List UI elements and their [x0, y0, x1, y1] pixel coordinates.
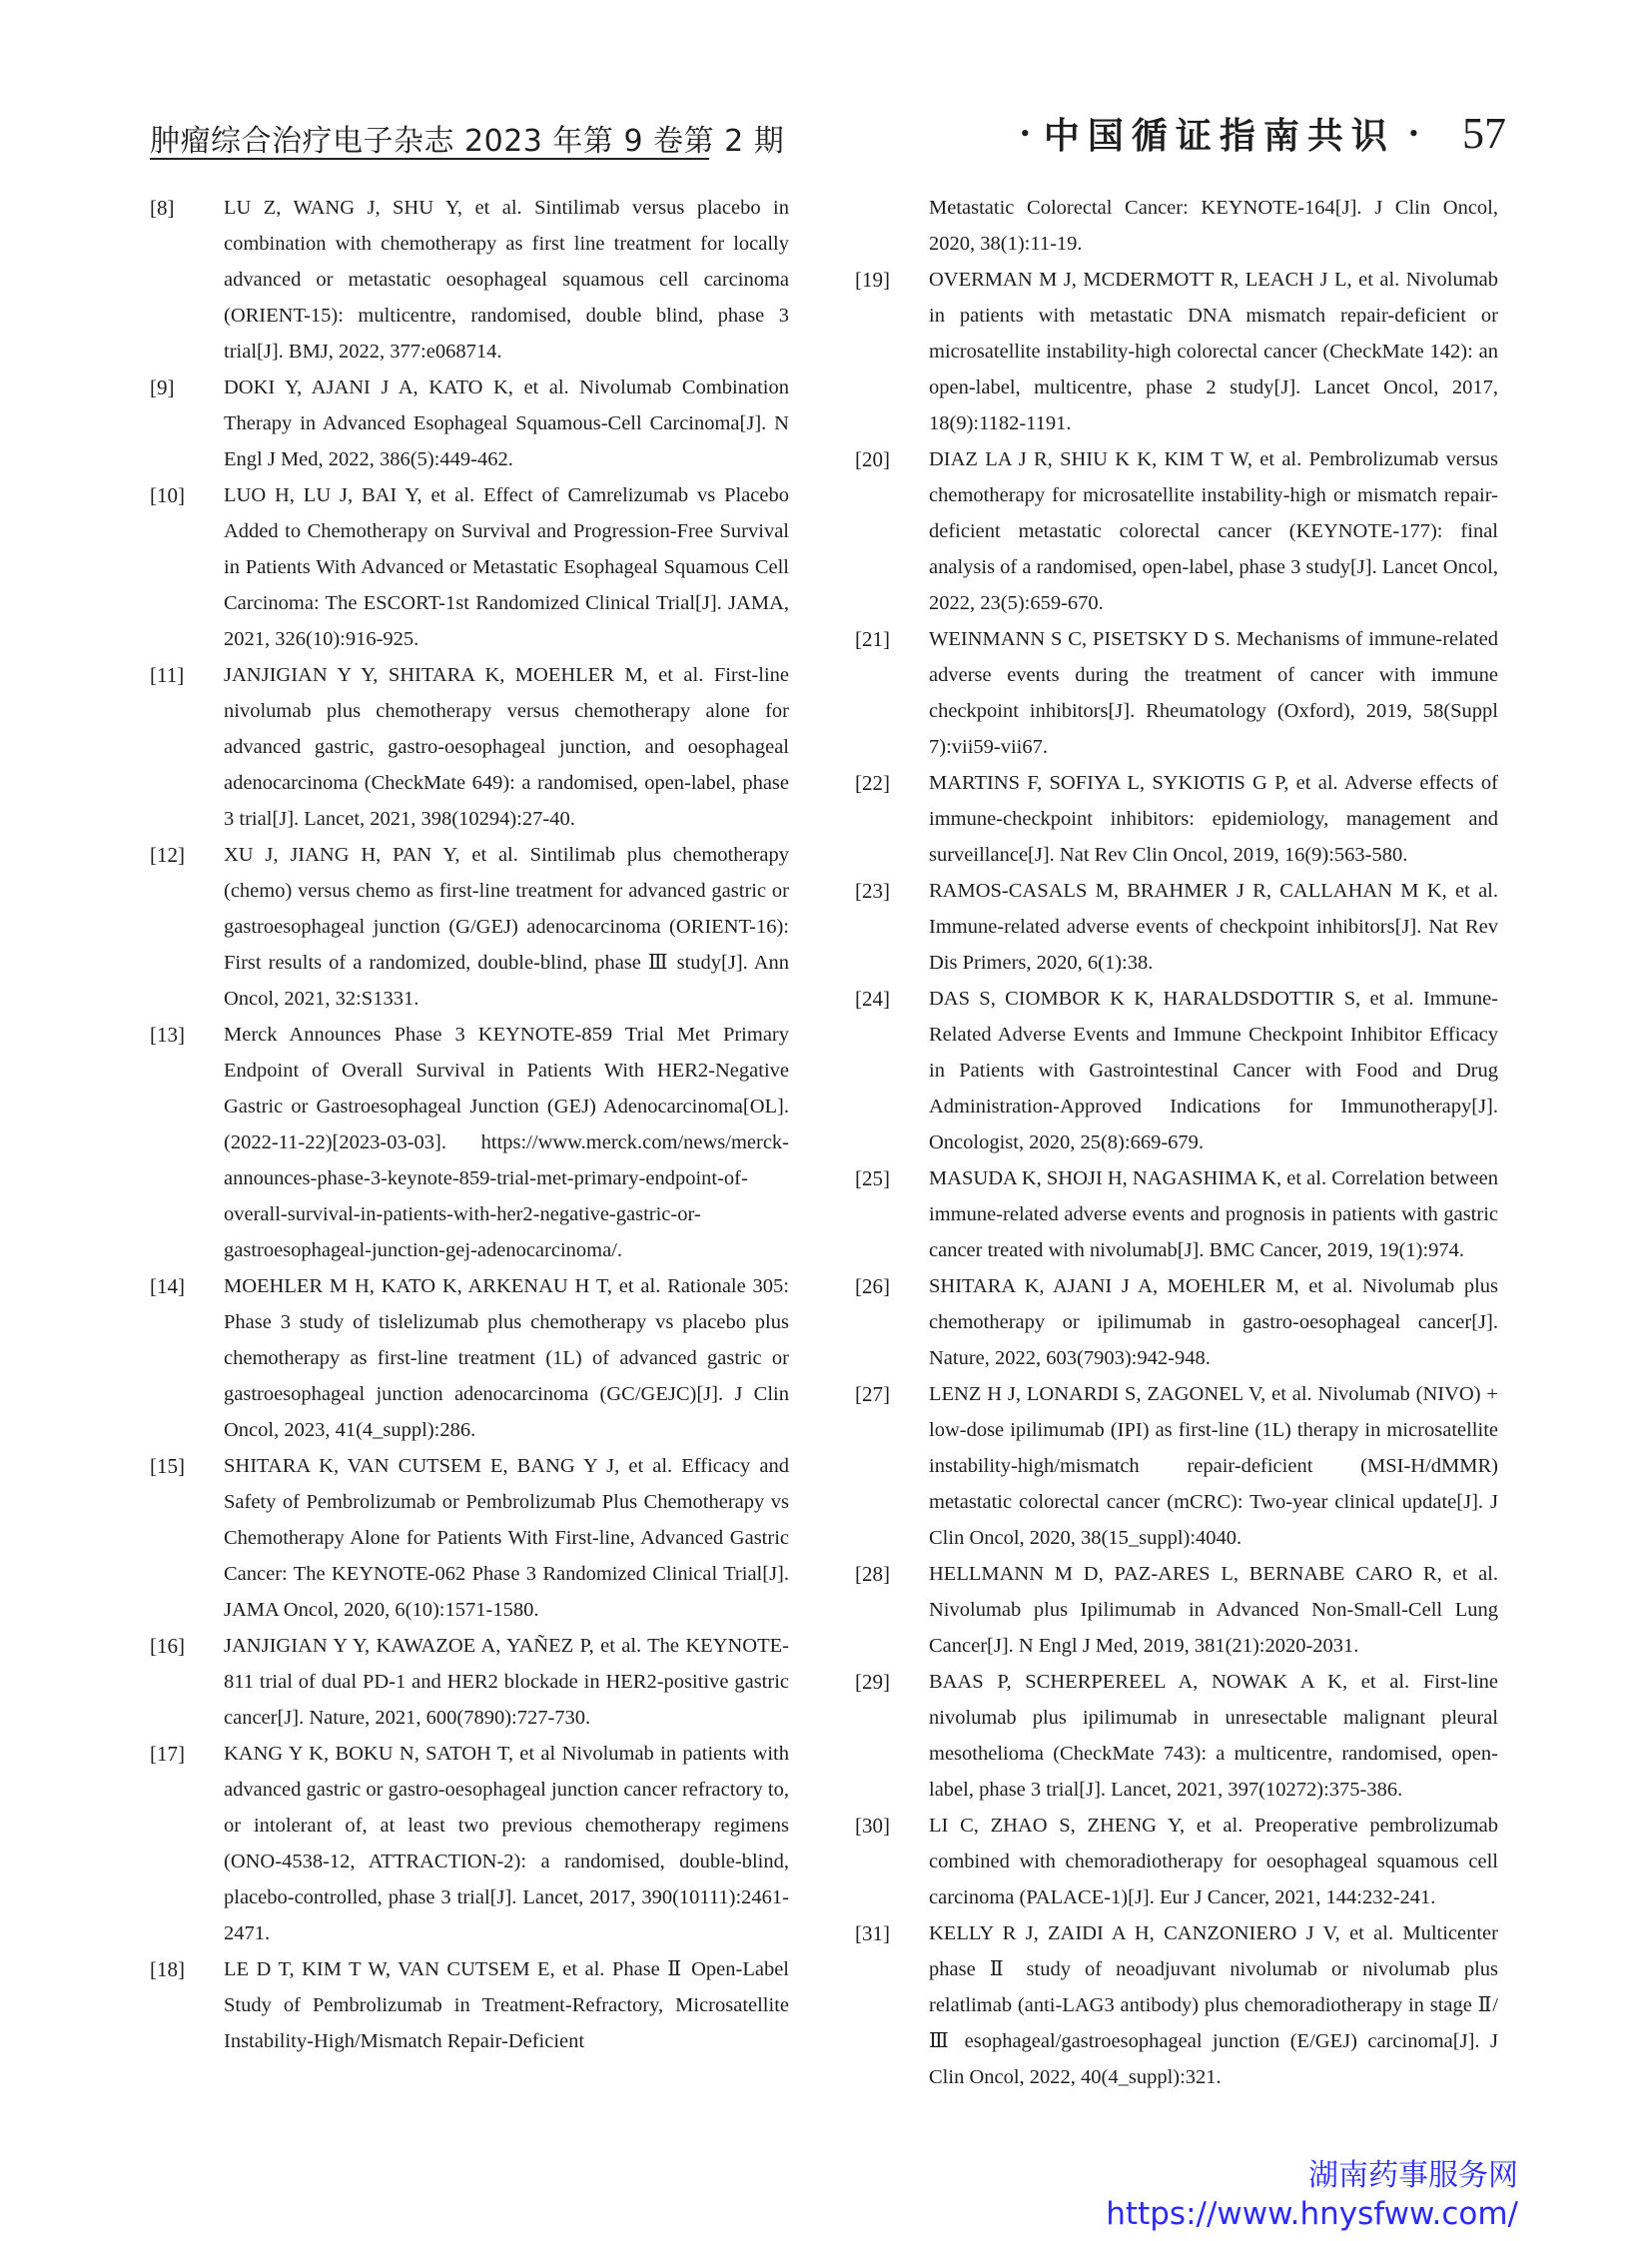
- reference-entry: [150, 1017, 789, 1268]
- reference-text: DOKI Y, AJANI J A, KATO K, et al. Nivolumab Combination Therapy in Advanced Esophageal Squamous-Cell Carcinoma[J]. N Engl J Med, 2022, 386(5):449-462.: [224, 376, 789, 470]
- reference-text: OVERMAN M J, MCDERMOTT R, LEACH J L, et al. Nivolumab in patients with metastatic DNA mismatch repair-deficient or microsatellite instability-high colorectal cancer (CheckMate 142): an open-label, multicentre, phase 2 study[J]. Lancet Oncol, 2017, 18(9):1182-1191.: [929, 269, 1498, 434]
- page-header: [150, 108, 1506, 164]
- reference-number: [25]: [855, 1166, 890, 1190]
- reference-number: [15]: [150, 1454, 185, 1478]
- reference-text: Merck Announces Phase 3 KEYNOTE-859 Trial Met Primary Endpoint of Overall Survival in Patients With HER2-Negative Gastric or Gastroesophageal Junction (GEJ) Adenocarcinoma[OL]. (2022-11-22)[2023-03-03]. https://www.merck.com/news/merck-announces-phase-3-keynote-859-trial-met-primary-endpoint-of-overall-survival-in-patients-with-her2-negative-gastric-or-gastroesophageal-junction-gej-adenocarcinoma/.: [224, 1024, 789, 1261]
- reference-number: [20]: [855, 447, 890, 471]
- reference-number: [10]: [150, 483, 185, 507]
- reference-entry: [150, 1736, 789, 1951]
- reference-text: LENZ H J, LONARDI S, ZAGONEL V, et al. Nivolumab (NIVO) + low-dose ipilimumab (IPI) as first-line (1L) therapy in microsatellite instability-high/mismatch repair-deficient (MSI-H/dMMR) metastatic colorectal cancer (mCRC): Two-year clinical update[J]. J Clin Oncol, 2020, 38(15_suppl):4040.: [929, 1383, 1498, 1549]
- reference-entry: [855, 981, 1498, 1160]
- reference-text: MARTINS F, SOFIYA L, SYKIOTIS G P, et al. Adverse effects of immune-checkpoint inhibitors: epidemiology, management and surveillance[J]. Nat Rev Clin Oncol, 2019, 16(9):563-580.: [929, 772, 1498, 866]
- reference-text: MOEHLER M H, KATO K, ARKENAU H T, et al. Rationale 305: Phase 3 study of tislelizumab plus chemotherapy vs placebo plus chemotherapy as first-line treatment (1L) of advanced gastric or gastroesophageal junction adenocarcinoma (GC/GEJC)[J]. J Clin Oncol, 2023, 41(4_suppl):286.: [224, 1275, 789, 1441]
- reference-text: LUO H, LU J, BAI Y, et al. Effect of Camrelizumab vs Placebo Added to Chemotherapy on Survival and Progression-Free Survival in Patients With Advanced or Metastatic Esophageal Squamous Cell Carcinoma: The ESCORT-1st Randomized Clinical Trial[J]. JAMA, 2021, 326(10):916-925.: [224, 484, 789, 650]
- reference-text: LE D T, KIM T W, VAN CUTSEM E, et al. Phase Ⅱ Open-Label Study of Pembrolizumab in Treatment-Refractory, Microsatellite Instability-High/Mismatch Repair-Deficient: [224, 1958, 789, 2052]
- reference-number: [21]: [855, 627, 890, 651]
- reference-continuation-text: Metastatic Colorectal Cancer: KEYNOTE-164[J]. J Clin Oncol, 2020, 38(1):11-19.: [929, 197, 1498, 255]
- reference-entry: [855, 1376, 1498, 1556]
- reference-entry: [150, 477, 789, 657]
- reference-text: SHITARA K, AJANI J A, MOEHLER M, et al. Nivolumab plus chemotherapy or ipilimumab in gastro-oesophageal cancer[J]. Nature, 2022, 603(7903):942-948.: [929, 1275, 1498, 1369]
- reference-number: [23]: [855, 879, 890, 903]
- reference-text: RAMOS-CASALS M, BRAHMER J R, CALLAHAN M K, et al. Immune-related adverse events of checkpoint inhibitors[J]. Nat Rev Dis Primers, 2020, 6(1):38.: [929, 880, 1498, 974]
- reference-number: [24]: [855, 987, 890, 1011]
- reference-text: KELLY R J, ZAIDI A H, CANZONIERO J V, et al. Multicenter phase Ⅱ study of neoadjuvant nivolumab or nivolumab plus relatlimab (anti-LAG3 antibody) plus chemoradiotherapy in stage Ⅱ/Ⅲ esophageal/gastroesophageal junction (E/GEJ) carcinoma[J]. J Clin Oncol, 2022, 40(4_suppl):321.: [929, 1922, 1498, 2088]
- reference-entry: [150, 1951, 789, 2059]
- reference-text: JANJIGIAN Y Y, SHITARA K, MOEHLER M, et al. First-line nivolumab plus chemotherapy versus chemotherapy alone for advanced gastric, gastro-oesophageal junction, and oesophageal adenocarcinoma (CheckMate 649): a randomised, open-label, phase 3 trial[J]. Lancet, 2021, 398(10294):27-40.: [224, 664, 789, 830]
- reference-text: LI C, ZHAO S, ZHENG Y, et al. Preoperative pembrolizumab combined with chemoradiotherapy for oesophageal squamous cell carcinoma (PALACE-1)[J]. Eur J Cancer, 2021, 144:232-241.: [929, 1815, 1498, 1908]
- reference-entry: [855, 1160, 1498, 1268]
- reference-text: XU J, JIANG H, PAN Y, et al. Sintilimab plus chemotherapy (chemo) versus chemo as first-line treatment for advanced gastric or gastroesophageal junction (G/GEJ) adenocarcinoma (ORIENT-16): First results of a randomized, double-blind, phase Ⅲ study[J]. Ann Oncol, 2021, 32:S1331.: [224, 844, 789, 1010]
- reference-number: [22]: [855, 771, 890, 795]
- journal-title: 肿瘤综合治疗电子杂志 2023 年第 9 卷第 2 期: [150, 124, 785, 159]
- watermark: [999, 2157, 1518, 2233]
- reference-entry: [855, 1915, 1498, 2095]
- reference-entry: [150, 837, 789, 1017]
- reference-entry: [855, 873, 1498, 981]
- reference-number: [11]: [150, 663, 185, 687]
- reference-number: [26]: [855, 1274, 890, 1298]
- page-number: 57: [1462, 109, 1506, 158]
- reference-entry: [855, 1556, 1498, 1664]
- reference-entry: [855, 262, 1498, 441]
- reference-entry: [150, 190, 789, 370]
- reference-text: WEINMANN S C, PISETSKY D S. Mechanisms of immune-related adverse events during the treatment of cancer with immune checkpoint inhibitors[J]. Rheumatology (Oxford), 2019, 58(Suppl 7):vii59-vii67.: [929, 628, 1498, 758]
- reference-number: [19]: [855, 268, 890, 292]
- reference-number: [30]: [855, 1814, 890, 1838]
- reference-entry: [150, 1268, 789, 1448]
- reference-number: [18]: [150, 1957, 185, 1981]
- references-right-column: [855, 190, 1498, 2095]
- reference-entry: [855, 1664, 1498, 1808]
- reference-entry: [150, 1448, 789, 1628]
- reference-text: SHITARA K, VAN CUTSEM E, BANG Y J, et al. Efficacy and Safety of Pembrolizumab or Pembrolizumab Plus Chemotherapy vs Chemotherapy Alone for Patients With First-line, Advanced Gastric Cancer: The KEYNOTE-062 Phase 3 Randomized Clinical Trial[J]. JAMA Oncol, 2020, 6(10):1571-1580.: [224, 1455, 789, 1621]
- reference-text: BAAS P, SCHERPEREEL A, NOWAK A K, et al. First-line nivolumab plus ipilimumab in unresectable malignant pleural mesothelioma (CheckMate 743): a multicentre, randomised, open-label, phase 3 trial[J]. Lancet, 2021, 397(10272):375-386.: [929, 1671, 1498, 1801]
- reference-entry: [855, 1268, 1498, 1376]
- reference-number: [31]: [855, 1921, 890, 1945]
- reference-continuation: [855, 190, 1498, 262]
- reference-entry: [855, 441, 1498, 621]
- reference-entry: [855, 765, 1498, 873]
- reference-entry: [150, 1628, 789, 1736]
- reference-number: [16]: [150, 1634, 185, 1658]
- reference-text: DIAZ LA J R, SHIU K K, KIM T W, et al. Pembrolizumab versus chemotherapy for microsatellite instability-high or mismatch repair-deficient metastatic colorectal cancer (KEYNOTE-177): final analysis of a randomised, open-label, phase 3 study[J]. Lancet Oncol, 2022, 23(5):659-670.: [929, 448, 1498, 614]
- reference-text: HELLMANN M D, PAZ-ARES L, BERNABE CARO R, et al. Nivolumab plus Ipilimumab in Advanced Non-Small-Cell Lung Cancer[J]. N Engl J Med, 2019, 381(21):2020-2031.: [929, 1563, 1498, 1657]
- reference-number: [12]: [150, 843, 185, 867]
- reference-text: MASUDA K, SHOJI H, NAGASHIMA K, et al. Correlation between immune-related adverse events and prognosis in patients with gastric cancer treated with nivolumab[J]. BMC Cancer, 2019, 19(1):974.: [929, 1167, 1498, 1261]
- reference-number: [14]: [150, 1274, 185, 1298]
- header-rule: [150, 158, 709, 160]
- watermark-url-link[interactable]: https://www.hnysfww.com/: [1106, 2196, 1518, 2232]
- reference-text: LU Z, WANG J, SHU Y, et al. Sintilimab versus placebo in combination with chemotherapy as first line treatment for locally advanced or metastatic oesophageal squamous cell carcinoma (ORIENT-15): multicentre, randomised, double blind, phase 3 trial[J]. BMJ, 2022, 377:e068714.: [224, 197, 789, 363]
- reference-entry: [855, 621, 1498, 765]
- reference-entry: [150, 370, 789, 477]
- reference-text: DAS S, CIOMBOR K K, HARALDSDOTTIR S, et al. Immune-Related Adverse Events and Immune Checkpoint Inhibitor Efficacy in Patients with Gastrointestinal Cancer with Food and Drug Administration-Approved Indications for Immunotherapy[J]. Oncologist, 2020, 25(8):669-679.: [929, 988, 1498, 1153]
- reference-text: KANG Y K, BOKU N, SATOH T, et al Nivolumab in patients with advanced gastric or gastro-oesophageal junction cancer refractory to, or intolerant of, at least two previous chemotherapy regimens (ONO-4538-12, ATTRACTION-2): a randomised, double-blind, placebo-controlled, phase 3 trial[J]. Lancet, 2017, 390(10111):2461-2471.: [224, 1743, 789, 1944]
- references-left-column: [150, 190, 789, 2059]
- section-label: 中国循证指南共识: [1043, 115, 1395, 157]
- reference-number: [29]: [855, 1670, 890, 1694]
- reference-entry: [855, 1808, 1498, 1915]
- reference-number: [8]: [150, 196, 175, 220]
- bullet-dot: •: [1408, 118, 1418, 148]
- reference-number: [9]: [150, 375, 175, 399]
- reference-number: [13]: [150, 1023, 185, 1047]
- reference-number: [17]: [150, 1742, 185, 1766]
- watermark-site-name: 湖南药事服务网: [1308, 2158, 1518, 2193]
- reference-entry: [150, 657, 789, 837]
- reference-number: [27]: [855, 1382, 890, 1406]
- reference-number: [28]: [855, 1562, 890, 1586]
- header-section: [1007, 108, 1506, 159]
- bullet-dot: •: [1020, 118, 1030, 148]
- reference-text: JANJIGIAN Y Y, KAWAZOE A, YAÑEZ P, et al. The KEYNOTE-811 trial of dual PD-1 and HER2 blockade in HER2-positive gastric cancer[J]. Nature, 2021, 600(7890):727-730.: [224, 1635, 789, 1729]
